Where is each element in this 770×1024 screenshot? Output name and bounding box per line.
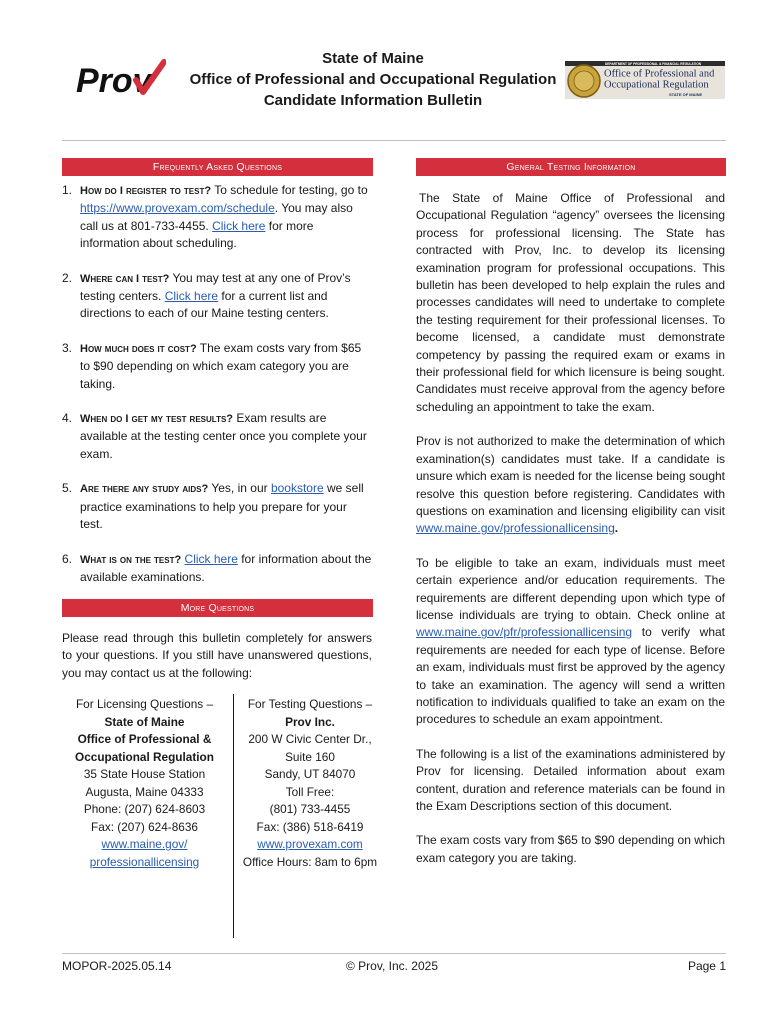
more-questions-heading: More Questions	[62, 599, 373, 617]
title-line-2: Office of Professional and Occupational Regulation	[189, 71, 557, 88]
seal-dept-text: DEPARTMENT OF PROFESSIONAL & FINANCIAL REGULATION	[605, 62, 702, 67]
testing-centers-link[interactable]: Click here	[164, 289, 219, 304]
testing-contact-block	[240, 696, 380, 871]
faq-question: Where can I test?	[80, 272, 170, 285]
office-hours: Office Hours: 8am to 6pm	[242, 854, 378, 869]
faq-text: Yes, in our	[208, 481, 271, 496]
seal-state-text: STATE OF MAINE	[669, 92, 703, 97]
faq-number: 6.	[62, 551, 73, 566]
maine-licensing-link[interactable]: www.maine.gov/	[101, 837, 188, 851]
contact-org: State of Maine	[104, 714, 185, 729]
faq-item	[62, 480, 372, 533]
bookstore-link[interactable]: bookstore	[270, 481, 324, 496]
seal-regulation-text: Occupational Regulation	[604, 79, 709, 91]
faq-question: When do I get my test results?	[80, 413, 234, 426]
scheduling-info-link[interactable]: Click here	[212, 218, 266, 233]
copyright: © Prov, Inc. 2025	[346, 959, 438, 973]
seal-office-text: Office of Professional and	[604, 68, 715, 80]
contact-org: Office of Professional &	[77, 732, 212, 746]
faq-item	[62, 182, 372, 253]
faq-text: we sell practice examinations to help you prepare for your test.	[80, 481, 364, 532]
provexam-link[interactable]: www.provexam.com	[257, 837, 363, 851]
contact-address: 200 W Civic Center Dr.,	[248, 732, 372, 746]
faq-text: The exam costs vary from $65 to $90 depending on which exam category you are taking.	[80, 340, 362, 391]
contact-phone: (801) 733-4455	[269, 802, 351, 816]
contact-label: For Licensing Questions –	[75, 697, 214, 711]
page-number: Page 1	[687, 959, 726, 973]
faq-heading: Frequently Asked Questions	[62, 158, 373, 176]
general-info-body	[416, 190, 725, 884]
exam-info-link[interactable]: Click here	[184, 551, 238, 566]
general-info-heading: General Testing Information	[416, 158, 726, 176]
faq-question: How much does it cost?	[80, 342, 197, 355]
contact-label: For Testing Questions –	[247, 697, 373, 711]
faq-item	[62, 410, 372, 463]
page-title	[170, 48, 576, 111]
title-line-3: Candidate Information Bulletin	[263, 92, 483, 109]
licensing-contact-block	[62, 696, 227, 871]
faq-text: You may test at any one of Prov’s testing centers.	[80, 270, 351, 304]
faq-question: What is on the test?	[80, 553, 182, 566]
faq-item	[62, 270, 372, 323]
paragraph-text: To be eligible to take an exam, individuals must meet certain experience and/or education requirements. The requirements are different depending upon which type of license individuals are trying to obtain. Check online at	[416, 555, 725, 622]
faq-question: Are there any study aids?	[80, 483, 209, 496]
faq-item	[62, 551, 372, 587]
footer-divider	[62, 953, 726, 954]
paragraph-text: Prov is not authorized to make the determination of which examination(s) candidates must take. If a candidate is unsure which exam is needed for the license being sought resolve this question before registering. Candidates with questions on examination and licensing eligibility can visit	[416, 434, 725, 518]
faq-question: How do I register to test?	[80, 185, 212, 197]
schedule-link[interactable]: https://www.provexam.com/schedule	[80, 201, 275, 216]
contact-divider	[233, 694, 234, 938]
faq-text: for information about the available examinations.	[80, 551, 372, 584]
faq-text: . You may also call us at 801-733-4455.	[80, 201, 353, 233]
contact-org: Occupational Regulation	[75, 749, 214, 764]
general-paragraph	[416, 555, 725, 729]
title-line-1: State of Maine	[322, 50, 424, 67]
general-paragraph	[416, 433, 725, 537]
contact-fax: Fax: (207) 624-8636	[91, 819, 198, 834]
contact-address: Augusta, Maine 04333	[85, 784, 204, 799]
contact-address: Suite 160	[285, 749, 335, 764]
maine-licensing-link-cont[interactable]: professionallicensing	[89, 854, 200, 869]
oopr-seal-banner	[565, 61, 725, 99]
faq-text: Exam results are available at the testing center once you complete your exam.	[80, 411, 367, 461]
prov-logo	[76, 58, 166, 102]
paragraph-text: .	[614, 521, 619, 536]
faq-text: for a current list and directions to each of our Maine testing centers.	[80, 289, 329, 321]
faq-number: 2.	[62, 270, 73, 285]
contact-address: 35 State House Station	[83, 767, 206, 781]
faq-number: 1.	[62, 183, 73, 197]
faq-number: 4.	[62, 411, 73, 426]
general-paragraph: The following is a list of the examinations administered by Prov for licensing. Detailed information about exam content, duration and reference materials can be found in the Exam Descriptions section of this document.	[416, 746, 725, 813]
faq-text: for more information about scheduling.	[80, 218, 314, 251]
faq-list	[62, 182, 372, 603]
contact-fax: Fax: (386) 518-6419	[256, 819, 364, 834]
faq-number: 3.	[62, 340, 73, 355]
header-divider	[62, 140, 726, 141]
general-paragraph: The exam costs vary from $65 to $90 depending on which exam category you are taking.	[416, 833, 725, 865]
general-paragraph: The State of Maine Office of Professional and Occupational Regulation “agency” oversees the licensing process for professional licensing. The State has contracted with Prov, Inc. to develop its licensing examination program for professional occupations. This bulletin has been developed to help explain the rules and processes candidates will need to undertake to complete the testing requirement for their professional licenses. To become licensed, a candidate must demonstrate competency by passing the required exam or exams in their professional field for which licensure is being sought. Candidates must receive approval from the agency before scheduling an appointment to take the exam.	[416, 191, 725, 414]
document-id: MOPOR-2025.05.14	[62, 959, 172, 973]
faq-text: To schedule for testing, go to	[211, 183, 368, 197]
paragraph-text: to verify what requirements are needed for each type of license. Before an exam, individuals must first be approved by the agency to take an examination. The agency will send a written notification to individuals qualified to take an exam on the procedures to schedule an exam appointment.	[416, 625, 725, 727]
contact-tollfree-label: Toll Free:	[285, 784, 335, 799]
contact-address: Sandy, UT 84070	[264, 767, 356, 781]
logo-text: Prov	[76, 62, 152, 100]
maine-pfr-licensing-link[interactable]: www.maine.gov/pfr/professionallicensing	[416, 625, 633, 640]
maine-professional-licensing-link[interactable]: www.maine.gov/professionallicensing	[416, 521, 615, 536]
faq-item	[62, 340, 372, 393]
faq-number: 5.	[62, 481, 73, 496]
contact-org: Prov Inc.	[285, 714, 335, 729]
contact-phone: Phone: (207) 624-8603	[83, 802, 206, 816]
more-questions-intro: Please read through this bulletin completely for answers to your questions. If you still have unanswered questions, you may contact us at the following:	[62, 631, 372, 680]
